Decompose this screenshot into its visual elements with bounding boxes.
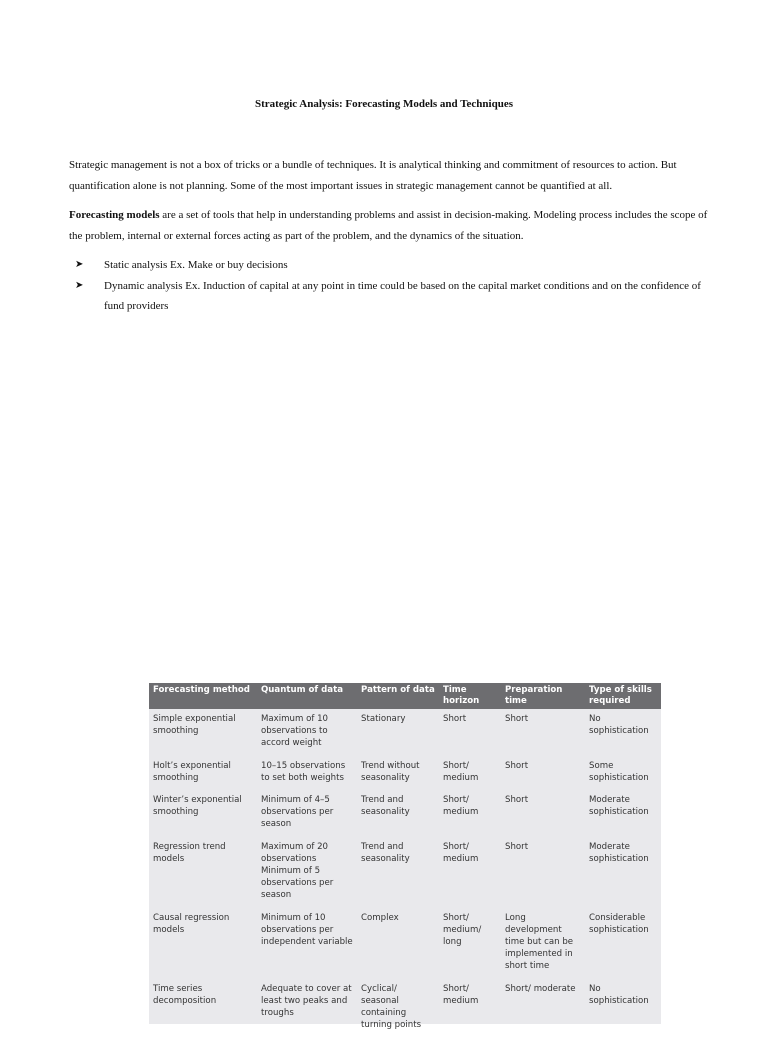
table-cell: Moderate sophistication xyxy=(589,795,649,818)
table-cell: Trend and seasonality xyxy=(361,841,410,864)
table-cell: Short xyxy=(505,760,529,771)
forecasting-methods-table-image xyxy=(149,683,661,1031)
table-row xyxy=(149,790,661,837)
table-cell: Considerable sophistication xyxy=(589,912,649,935)
table-cell: No sophistication xyxy=(589,714,649,737)
table-row xyxy=(149,756,661,790)
list-item xyxy=(75,255,715,276)
table-cell: Short xyxy=(505,795,529,806)
table-cell: No sophistication xyxy=(589,983,649,1006)
table-cell: Trend and seasonality xyxy=(361,795,410,818)
column-header: Quantum of data xyxy=(257,683,357,709)
table-cell: Short/ moderate xyxy=(505,983,576,994)
list-item-text: Static analysis Ex. Make or buy decisions xyxy=(104,259,288,271)
list-item xyxy=(75,276,715,317)
table-cell: Minimum of 10 observations per independent variable xyxy=(261,912,353,948)
page-title: Strategic Analysis: Forecasting Models and Techniques xyxy=(254,98,513,110)
forecasting-methods-table xyxy=(149,683,661,1037)
column-header: Forecasting method xyxy=(149,683,257,709)
table-cell: Short/ medium xyxy=(443,795,479,818)
table-row xyxy=(149,837,661,908)
table-cell: Stationary xyxy=(361,714,406,724)
table-cell: Maximum of 20 observations Minimum of 5 observations per season xyxy=(261,841,334,901)
table-cell: Regression trend models xyxy=(153,841,226,864)
table-header-row xyxy=(149,683,661,709)
column-header: Pattern of data xyxy=(357,683,439,709)
table-cell: Short xyxy=(505,714,529,724)
table-cell: Short xyxy=(443,714,467,724)
table-cell: Winter’s exponential smoothing xyxy=(153,795,242,818)
models-term: Forecasting models xyxy=(69,209,160,221)
table-cell: Holt’s exponential smoothing xyxy=(153,760,231,783)
table-row xyxy=(149,709,661,756)
table-cell: Time series decomposition xyxy=(153,983,217,1006)
table-cell: Short/ medium/ long xyxy=(443,912,482,948)
list-item-text: Dynamic analysis Ex. Induction of capital at any point in time could be based on the capital market conditions and on the confidence of fund providers xyxy=(104,279,701,312)
table-cell: Trend without seasonality xyxy=(361,760,420,783)
table-cell: Adequate to cover at least two peaks and troughs xyxy=(261,983,352,1019)
table-row xyxy=(149,908,661,979)
column-header: Type of skills required xyxy=(585,683,661,709)
models-text: are a set of tools that help in understanding problems and assist in decision-making. Modeling process includes the scope of the problem, internal or external forces acting as part of the problem, and the dynamics of the situation. xyxy=(69,209,708,242)
table-row xyxy=(149,979,661,1037)
table-cell: Complex xyxy=(361,912,399,923)
table-cell: Simple exponential smoothing xyxy=(153,714,236,737)
table-cell: Minimum of 4–5 observations per season xyxy=(261,795,334,830)
column-header: Time horizon xyxy=(439,683,501,709)
table-cell: Short/ medium xyxy=(443,841,479,864)
table-cell: Short xyxy=(505,841,529,852)
table-cell: Moderate sophistication xyxy=(589,841,649,864)
table-cell: Cyclical/ seasonal containing turning points xyxy=(361,983,422,1031)
intro-paragraph: Strategic management is not a box of tricks or a bundle of techniques. It is analytical thinking and commitment of resources to action. But quantification alone is not planning. Some of the most important issues in strategic management cannot be quantified at all. xyxy=(69,159,677,192)
table-cell: Short/ medium xyxy=(443,983,479,1006)
table-cell: Long development time but can be implemented in short time xyxy=(505,912,574,972)
table-cell: Short/ medium xyxy=(443,760,479,783)
bullet-list xyxy=(75,255,715,317)
models-paragraph xyxy=(69,205,709,246)
table-cell: Causal regression models xyxy=(153,912,230,935)
table-cell: Maximum of 10 observations to accord weight xyxy=(261,714,329,749)
table-cell: Some sophistication xyxy=(589,760,649,783)
column-header: Preparation time xyxy=(501,683,585,709)
table-cell: 10–15 observations to set both weights xyxy=(261,760,346,783)
arrow-bullet-icon: ➤ xyxy=(75,279,84,291)
arrow-bullet-icon: ➤ xyxy=(75,259,84,270)
